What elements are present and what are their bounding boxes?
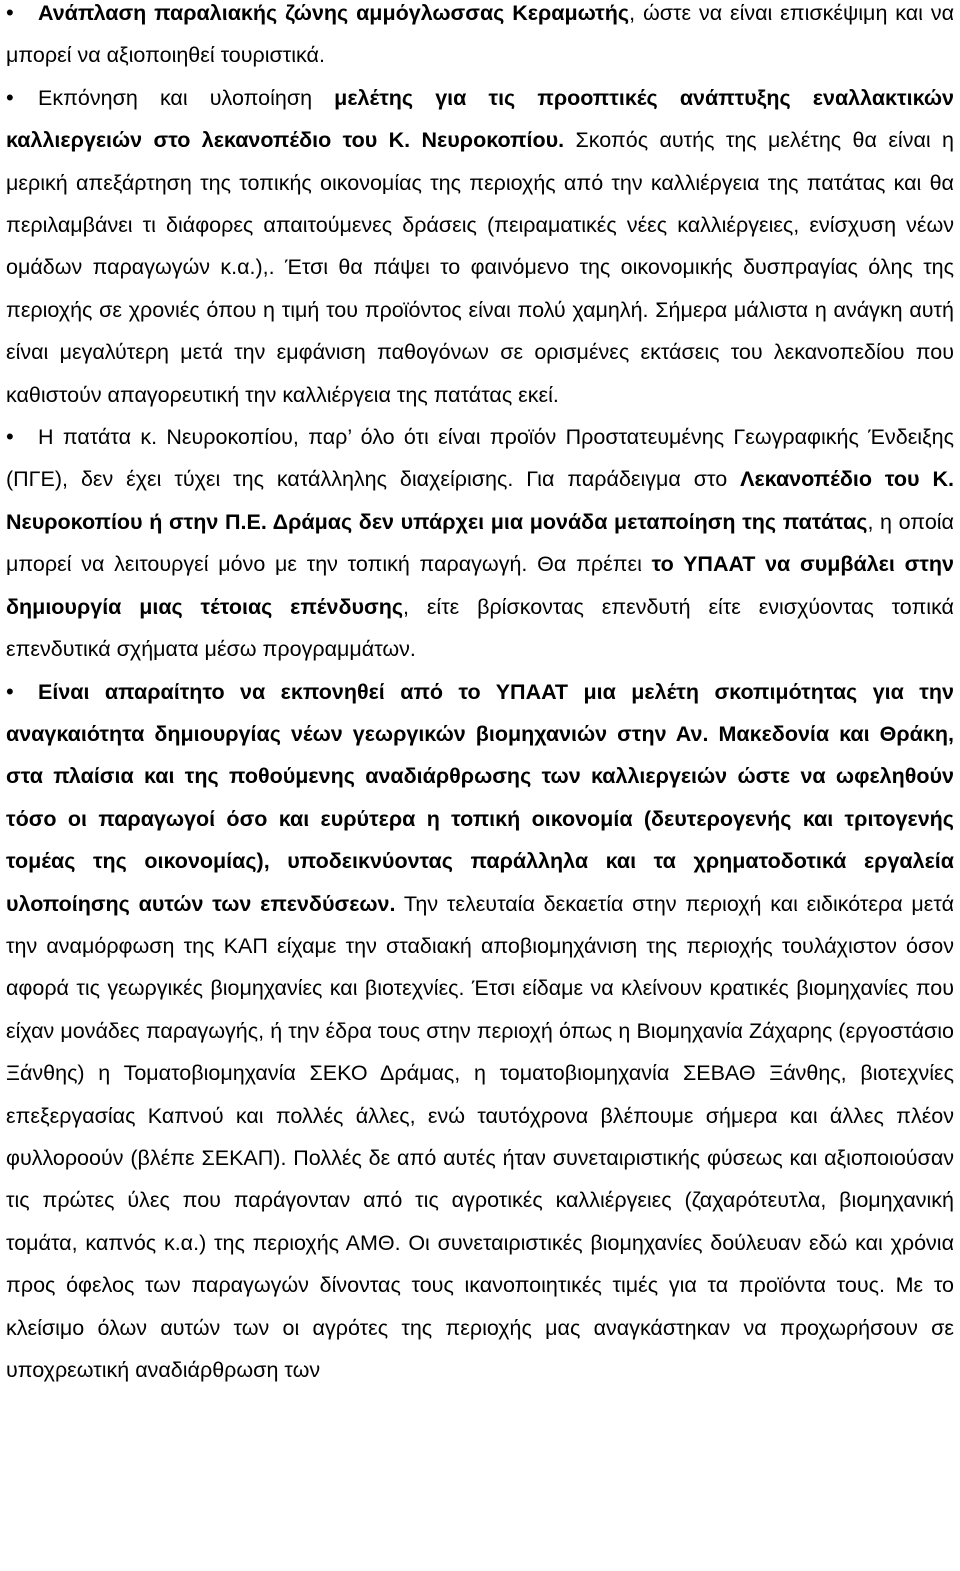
text-run: το ΥΠΑΑΤ να συμβάλει στην δημιουργία μιας τέτοιας επένδυσης	[6, 552, 954, 619]
text-run: Λεκανοπέδιο του Κ. Νευροκοπίου ή στην Π.Ε. Δράμας δεν υπάρχει μια μονάδα μεταποίηση της πατάτας	[6, 467, 954, 534]
bullet-item-potato-processing	[6, 416, 954, 670]
bullet-icon: •	[6, 678, 14, 704]
bullet-item-feasibility-study	[6, 671, 954, 1392]
text-run: , η οποία μπορεί να λειτουργεί μόνο με την τοπική παραγωγή. Θα πρέπει	[6, 509, 954, 577]
text-run: Ανάπλαση παραλιακής ζώνης αμμόγλωσσας Κεραμωτής	[38, 1, 630, 25]
bullet-icon: •	[6, 424, 14, 450]
text-run: Είναι απαραίτητο να εκπονηθεί από το ΥΠΑΑΤ μια μελέτη σκοπιμότητας για την αναγκαιότητα δημιουργίας νέων γεωργικών βιομηχανιών στην Αν. Μακεδονία και Θράκη, στα πλαίσια και της ποθούμενης αναδιάρθρωσης των καλλιεργειών ώστε να ωφεληθούν τόσο οι παραγωγοί όσο και ευρύτερα η τοπική οικονομία (δευτερογενής και τριτογενής τομέας της οικονομίας), υποδεικνύοντας παράλληλα και τα χρηματοδοτικά εργαλεία υλοποίησης αυτών των επενδύσεων.	[6, 679, 954, 916]
text-run: Την τελευταία δεκαετία στην περιοχή και ειδικότερα μετά την αναμόρφωση της ΚΑΠ είχαμε την σταδιακή αποβιομηχάνιση της περιοχής τουλάχιστον όσον αφορά τις γεωργικές βιομηχανίες και βιοτεχνίες. Έτσι είδαμε να κλείνουν κρατικές βιομηχανίες που είχαν μονάδες παραγωγής, ή την έδρα τους στην περιοχή όπως η Βιομηχανία Ζάχαρης (εργοστάσιο Ξάνθης) η Τοματοβιομηχανία ΣΕΚΟ Δράμας, η τοματοβιομηχανία ΣΕΒΑΘ Ξάνθης, βιοτεχνίες επεξεργασίας Καπνού και πολλές άλλες, ενώ ταυτόχρονα βλέπουμε σήμερα και άλλες πλέον φυλλοροούν (βλέπε ΣΕΚΑΠ). Πολλές δε από αυτές ήταν συνεταιριστικής φύσεως και αξιοποιούσαν τις πρώτες ύλες που παράγονταν από τις αγροτικές καλλιέργειες (ζαχαρότευτλα, βιομηχανική τομάτα, καπνός κ.α.) της περιοχής ΑΜΘ. Οι συνεταιριστικές βιομηχανίες δούλευαν εδώ και χρόνια προς όφελος των παραγωγών δίνοντας τους ικανοποιητικές τιμές για τα προϊόντα τους. Με το κλείσιμο όλων αυτών των οι αγρότες της περιοχής μας αναγκάστηκαν να προχωρήσουν σε υποχρεωτική αναδιάρθρωση των	[6, 891, 954, 1382]
text-run: Η πατάτα κ. Νευροκοπίου, παρ’ όλο ότι είναι προϊόν Προστατευμένης Γεωγραφικής Ένδειξης (ΠΓΕ), δεν έχει τύχει της κατάλληλης διαχείρισης. Για παράδειγμα στο	[6, 425, 954, 492]
text-run: , ώστε να είναι επισκέψιμη και να μπορεί να αξιοποιηθεί τουριστικά.	[6, 1, 955, 68]
text-run: μελέτης για τις προοπτικές ανάπτυξης εναλλακτικών καλλιεργειών στο λεκανοπέδιο του Κ. Νευροκοπίου.	[6, 85, 954, 153]
bullet-icon: •	[6, 84, 14, 110]
bullet-item-beach-zone	[6, 0, 954, 77]
bullet-icon: •	[6, 0, 14, 25]
text-run: Σκοπός αυτής της μελέτης θα είναι η μερική απεξάρτηση της τοπικής οικονομίας της περιοχής από την καλλιέργεια της πατάτας και θα περιλαμβάνει τι διάφορες απαιτούμενες δράσεις (πειραματικές νέες καλλιέργειες, ενίσχυση νέων ομάδων παραγωγών κ.α.),. Έτσι θα πάψει το φαινόμενο της οικονομικής δυσπραγίας όλης της περιοχής σε χρονιές όπου η τιμή του προϊόντος είναι πολύ χαμηλή. Σήμερα μάλιστα η ανάγκη αυτή είναι μεγαλύτερη μετά την εμφάνιση παθογόνων σε ορισμένες εκτάσεις του λεκανοπεδίου που καθιστούν απαγορευτική την καλλιέργεια της πατάτας εκεί.	[6, 128, 954, 407]
bullet-item-crop-study	[6, 77, 954, 416]
text-run: , είτε βρίσκοντας επενδυτή είτε ενισχύοντας τοπικά επενδυτικά σχήματα μέσω προγραμμάτων.	[6, 594, 954, 662]
text-run: Εκπόνηση και υλοποίηση	[38, 85, 335, 110]
